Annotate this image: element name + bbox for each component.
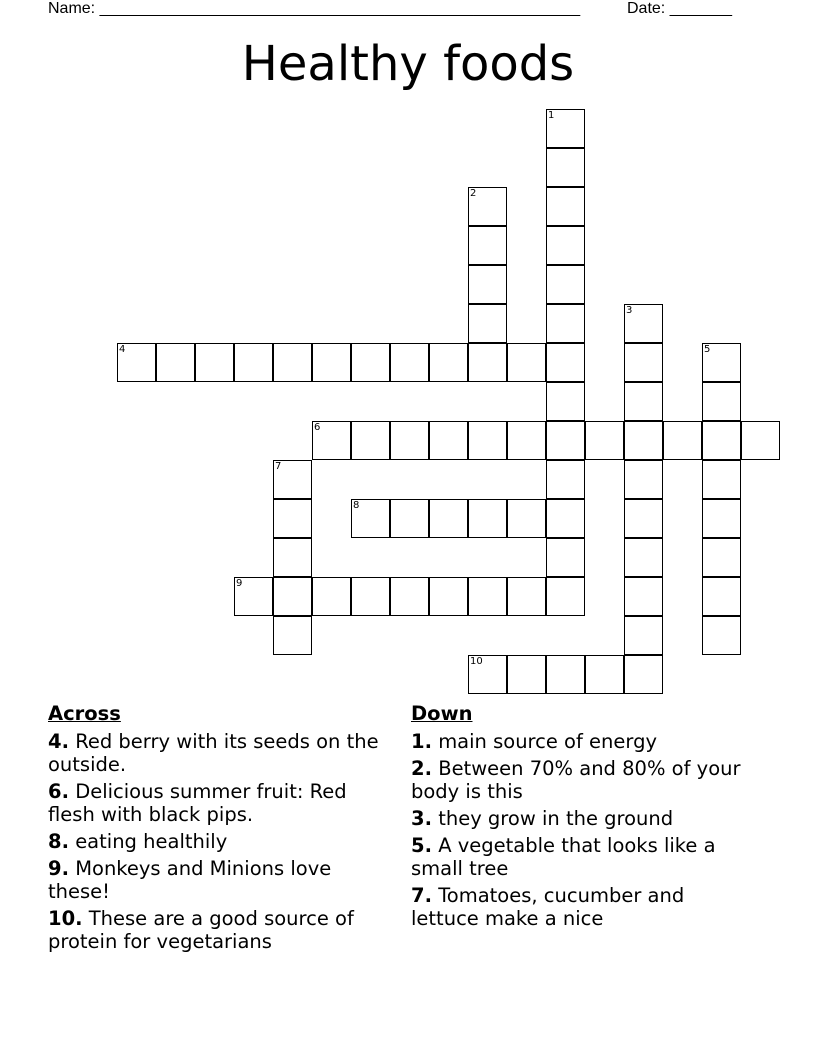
- crossword-cell[interactable]: [546, 109, 585, 148]
- crossword-cell[interactable]: [624, 655, 663, 694]
- crossword-cell[interactable]: [546, 187, 585, 226]
- crossword-cell[interactable]: [546, 655, 585, 694]
- across-clues: [48, 702, 388, 957]
- crossword-cell[interactable]: [546, 382, 585, 421]
- crossword-cell[interactable]: [273, 499, 312, 538]
- crossword-cell[interactable]: [546, 421, 585, 460]
- crossword-cell[interactable]: [468, 187, 507, 226]
- clue-text: Tomatoes, cucumber and lettuce make a nice: [411, 884, 685, 930]
- clue-text: Red berry with its seeds on the outside.: [48, 730, 379, 776]
- crossword-cell[interactable]: [351, 343, 390, 382]
- name-line[interactable]: ______________________________________________________: [99, 0, 581, 17]
- crossword-cell[interactable]: [546, 538, 585, 577]
- crossword-cell[interactable]: [546, 343, 585, 382]
- crossword-cell[interactable]: [390, 499, 429, 538]
- crossword-cell[interactable]: [507, 421, 546, 460]
- crossword-cell[interactable]: [702, 499, 741, 538]
- crossword-cell[interactable]: [624, 460, 663, 499]
- clue-number-label: 9.: [48, 857, 69, 880]
- crossword-cell[interactable]: [507, 577, 546, 616]
- page-title: Healthy foods: [241, 36, 575, 92]
- crossword-cell[interactable]: [468, 499, 507, 538]
- clue-number: 6: [314, 422, 321, 433]
- crossword-cell[interactable]: [585, 655, 624, 694]
- clue-number: 1: [548, 110, 555, 121]
- clue-number-label: 4.: [48, 730, 69, 753]
- across-clue: [48, 907, 388, 953]
- crossword-cell[interactable]: [546, 460, 585, 499]
- date-line[interactable]: _______: [669, 0, 732, 17]
- crossword-cell[interactable]: [351, 421, 390, 460]
- clue-number: 2: [470, 188, 477, 199]
- crossword-cell[interactable]: [273, 616, 312, 655]
- crossword-cell[interactable]: [312, 421, 351, 460]
- crossword-cell[interactable]: [390, 421, 429, 460]
- crossword-cell[interactable]: [702, 382, 741, 421]
- date-label: Date:: [627, 0, 666, 17]
- clue-number-label: 8.: [48, 830, 69, 853]
- crossword-cell[interactable]: [468, 226, 507, 265]
- crossword-cell[interactable]: [546, 577, 585, 616]
- clue-number: 8: [353, 500, 360, 511]
- crossword-cell[interactable]: [507, 655, 546, 694]
- crossword-cell[interactable]: [624, 304, 663, 343]
- crossword-cell[interactable]: [312, 343, 351, 382]
- crossword-cell[interactable]: [702, 460, 741, 499]
- crossword-cell[interactable]: [429, 421, 468, 460]
- down-clue: [411, 757, 756, 803]
- crossword-cell[interactable]: [429, 499, 468, 538]
- crossword-cell[interactable]: [468, 265, 507, 304]
- clue-number-label: 5.: [411, 834, 432, 857]
- crossword-cell[interactable]: [468, 343, 507, 382]
- clue-text: Delicious summer fruit: Red flesh with black pips.: [48, 780, 347, 826]
- crossword-cell[interactable]: [546, 499, 585, 538]
- clue-text: A vegetable that looks like a small tree: [411, 834, 716, 880]
- crossword-cell[interactable]: [468, 655, 507, 694]
- crossword-cell[interactable]: [624, 577, 663, 616]
- clue-number-label: 6.: [48, 780, 69, 803]
- clue-number: 4: [119, 344, 126, 355]
- down-clue: [411, 807, 756, 830]
- crossword-cell[interactable]: [195, 343, 234, 382]
- crossword-cell[interactable]: [585, 421, 624, 460]
- crossword-cell[interactable]: [234, 343, 273, 382]
- crossword-cell[interactable]: [273, 460, 312, 499]
- crossword-cell[interactable]: [546, 148, 585, 187]
- crossword-cell[interactable]: [273, 577, 312, 616]
- crossword-cell[interactable]: [351, 577, 390, 616]
- crossword-cell[interactable]: [741, 421, 780, 460]
- crossword-cell[interactable]: [468, 304, 507, 343]
- crossword-cell[interactable]: [234, 577, 273, 616]
- crossword-cell[interactable]: [624, 538, 663, 577]
- crossword-cell[interactable]: [468, 421, 507, 460]
- clue-text: These are a good source of protein for vegetarians: [48, 907, 354, 953]
- down-heading: Down: [411, 702, 473, 725]
- clue-text: eating healthily: [75, 830, 228, 853]
- name-label: Name:: [48, 0, 96, 17]
- clue-number: 9: [236, 578, 243, 589]
- clue-number-label: 1.: [411, 730, 432, 753]
- crossword-cell[interactable]: [702, 343, 741, 382]
- crossword-cell[interactable]: [546, 265, 585, 304]
- crossword-cell[interactable]: [429, 577, 468, 616]
- crossword-cell[interactable]: [390, 343, 429, 382]
- crossword-cell[interactable]: [507, 499, 546, 538]
- clue-text: Monkeys and Minions love these!: [48, 857, 332, 903]
- crossword-cell[interactable]: [351, 499, 390, 538]
- clue-number: 10: [470, 656, 483, 667]
- crossword-cell[interactable]: [702, 538, 741, 577]
- crossword-cell[interactable]: [468, 577, 507, 616]
- crossword-cell[interactable]: [507, 343, 546, 382]
- down-clue: [411, 884, 756, 930]
- clue-number-label: 3.: [411, 807, 432, 830]
- crossword-cell[interactable]: [702, 577, 741, 616]
- across-clue: [48, 730, 388, 776]
- crossword-cell[interactable]: [702, 421, 741, 460]
- across-clue: [48, 857, 388, 903]
- crossword-cell[interactable]: [702, 616, 741, 655]
- crossword-cell[interactable]: [663, 421, 702, 460]
- crossword-cell[interactable]: [624, 616, 663, 655]
- clue-number: 5: [704, 344, 711, 355]
- crossword-cell[interactable]: [546, 226, 585, 265]
- crossword-cell[interactable]: [156, 343, 195, 382]
- crossword-cell[interactable]: [312, 577, 351, 616]
- down-clues: [411, 702, 756, 934]
- clue-number: 3: [626, 305, 633, 316]
- clue-text: they grow in the ground: [438, 807, 674, 830]
- crossword-cell[interactable]: [624, 421, 663, 460]
- clue-number-label: 2.: [411, 757, 432, 780]
- crossword-cell[interactable]: [624, 343, 663, 382]
- across-clue: [48, 830, 388, 853]
- clue-text: main source of energy: [438, 730, 658, 753]
- crossword-cell[interactable]: [273, 343, 312, 382]
- crossword-cell[interactable]: [624, 499, 663, 538]
- crossword-cell[interactable]: [624, 382, 663, 421]
- across-clue: [48, 780, 388, 826]
- clue-number-label: 10.: [48, 907, 83, 930]
- crossword-cell[interactable]: [390, 577, 429, 616]
- clue-text: Between 70% and 80% of your body is this: [411, 757, 741, 803]
- clue-number: 7: [275, 461, 282, 472]
- clue-number-label: 7.: [411, 884, 432, 907]
- across-heading: Across: [48, 702, 121, 725]
- crossword-cell[interactable]: [429, 343, 468, 382]
- crossword-cell[interactable]: [546, 304, 585, 343]
- down-clue: [411, 730, 756, 753]
- crossword-cell[interactable]: [273, 538, 312, 577]
- down-clue: [411, 834, 756, 880]
- crossword-cell[interactable]: [117, 343, 156, 382]
